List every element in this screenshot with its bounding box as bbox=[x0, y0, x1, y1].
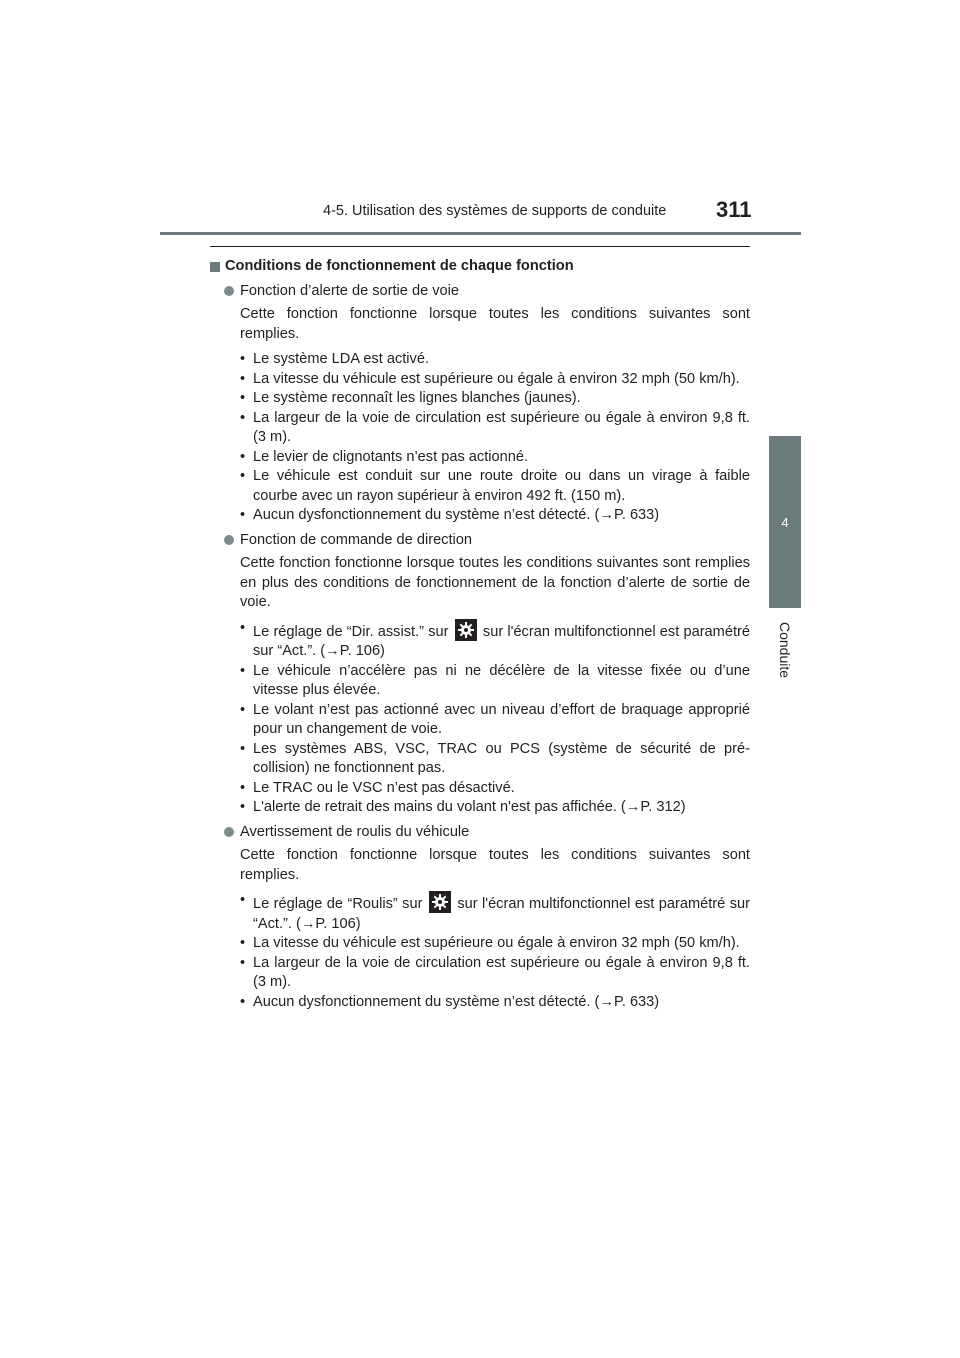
list-item: • Le levier de clignotants n’est pas actionné. bbox=[240, 448, 750, 468]
chapter-tab bbox=[769, 436, 801, 608]
running-header: 4-5. Utilisation des systèmes de supports de conduite bbox=[323, 203, 667, 219]
list-item: • Les systèmes ABS, VSC, TRAC ou PCS (système de sécurité de pré-collision) ne fonctionnent pas. bbox=[240, 740, 750, 779]
lda-conditions-list bbox=[240, 350, 750, 526]
list-item: • Le véhicule n’accélère pas ni ne décélère de la vitesse fixée ou d’une vitesse plus élevée. bbox=[240, 662, 750, 701]
list-item: • Le système LDA est activé. bbox=[240, 350, 750, 370]
subsection-steering-title: Fonction de commande de direction bbox=[240, 531, 473, 548]
list-item: • Le TRAC ou le VSC n’est pas désactivé. bbox=[240, 779, 750, 799]
list-item: • La largeur de la voie de circulation est supérieure ou égale à environ 9,8 ft. (3 m). bbox=[240, 409, 750, 448]
list-item: • Le système reconnaît les lignes blanches (jaunes). bbox=[240, 389, 750, 409]
list-item bbox=[240, 619, 750, 662]
section-rule bbox=[210, 246, 750, 247]
subsection-sway-intro: Cette fonction fonctionne lorsque toutes les conditions suivantes sont remplies. bbox=[240, 847, 750, 883]
list-item-text-after: sur l'écran multifonctionnel est paramétré sur “Act.”. (→P. 106) bbox=[253, 623, 750, 659]
subsection-steering-intro: Cette fonction fonctionne lorsque toutes les conditions suivantes sont remplies en plus des conditions de fonctionnement de la fonction d’alerte de sortie de voie. bbox=[240, 555, 750, 610]
list-item bbox=[240, 891, 750, 934]
header-rule bbox=[160, 232, 801, 235]
list-item: • Le véhicule est conduit sur une route droite ou dans un virage à faible courbe avec un rayon supérieur à environ 492 ft. (150 m). bbox=[240, 467, 750, 506]
page-number: 311 bbox=[716, 197, 752, 222]
round-bullet-icon bbox=[224, 827, 234, 837]
list-item: • La vitesse du véhicule est supérieure ou égale à environ 32 mph (50 km/h). bbox=[240, 934, 750, 954]
settings-gear-icon bbox=[455, 619, 477, 641]
round-bullet-icon bbox=[224, 286, 234, 296]
section-heading bbox=[210, 257, 750, 277]
list-item-text-before: Le réglage de “Dir. assist.” sur bbox=[253, 623, 449, 640]
chapter-label-text: Conduite bbox=[777, 621, 794, 679]
subsection-lda-intro: Cette fonction fonctionne lorsque toutes les conditions suivantes sont remplies. bbox=[240, 306, 750, 342]
chapter-label bbox=[770, 618, 800, 682]
chapter-number: 4 bbox=[781, 514, 789, 530]
page-content bbox=[210, 255, 750, 1015]
square-bullet-icon bbox=[210, 262, 220, 272]
list-item: • Le volant n’est pas actionné avec un niveau d’effort de braquage approprié pour un changement de voie. bbox=[240, 701, 750, 740]
sway-conditions-list bbox=[240, 891, 750, 1012]
list-item: • L'alerte de retrait des mains du volant n'est pas affichée. (→P. 312) bbox=[240, 798, 750, 818]
list-item-text-after: sur l'écran multifonctionnel est paramétré sur “Act.”. (→P. 106) bbox=[253, 896, 750, 932]
subsection-lda-heading bbox=[224, 282, 750, 302]
settings-gear-icon bbox=[429, 891, 451, 913]
round-bullet-icon bbox=[224, 535, 234, 545]
list-item-text-before: Le réglage de “Roulis” sur bbox=[253, 896, 423, 912]
subsection-sway-title: Avertissement de roulis du véhicule bbox=[240, 823, 470, 840]
list-item: • Aucun dysfonctionnement du système n’est détecté. (→P. 633) bbox=[240, 506, 750, 526]
subsection-lda-title: Fonction d’alerte de sortie de voie bbox=[240, 282, 460, 299]
list-item: • La largeur de la voie de circulation est supérieure ou égale à environ 9,8 ft. (3 m). bbox=[240, 954, 750, 993]
subsection-steering-heading bbox=[224, 531, 750, 551]
steering-conditions-list bbox=[240, 619, 750, 818]
list-item: • Aucun dysfonctionnement du système n’est détecté. (→P. 633) bbox=[240, 993, 750, 1013]
list-item: • La vitesse du véhicule est supérieure ou égale à environ 32 mph (50 km/h). bbox=[240, 370, 750, 390]
subsection-sway-heading bbox=[224, 823, 750, 843]
section-heading-text: Conditions de fonctionnement de chaque fonction bbox=[225, 258, 574, 274]
